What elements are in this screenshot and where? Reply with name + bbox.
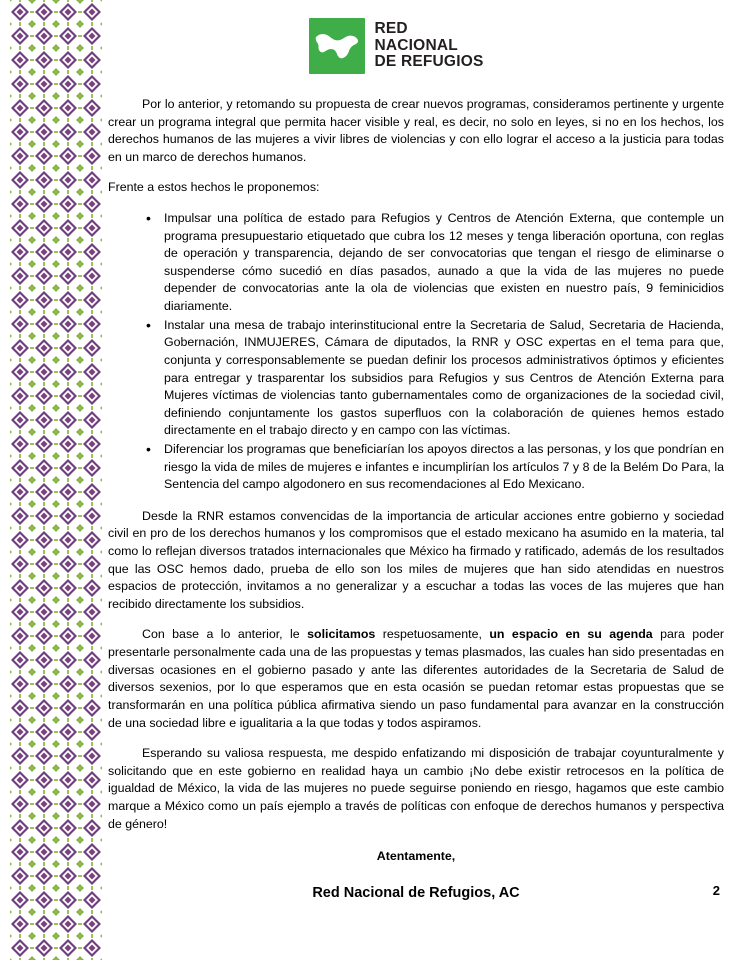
proposals-list bbox=[108, 210, 724, 494]
p4-part-a: Con base a lo anterior, le bbox=[142, 627, 308, 642]
logo-line-1: RED bbox=[374, 20, 408, 38]
signature-organization: Red Nacional de Refugios, AC bbox=[312, 885, 520, 902]
list-item: • Instalar una mesa de trabajo interinstitucional entre la Secretaria de Salud, Secretaria de Hacienda, Gobernación, INMUJERES, Cámara de diputados, la RNR y OSC expertas en el tema para que, conjunta y corresponsablemente se puedan definir los procesos administrativos óptimos y eficientes para entregar y trasparentar los subsidios para Refugios y sus Centros de Atención Externa para Mujeres víctimas de violencias tanto gubernamentales como de organizaciones de la sociedad civil, definiendo conjuntamente los gastos superfluos con la colaboración de quienes hemos estado directamente en el trabajo directo y en campo con las víctimas. bbox=[164, 317, 724, 440]
decorative-border-pattern bbox=[8, 0, 104, 960]
closing-block bbox=[108, 849, 724, 901]
page-number: 2 bbox=[712, 883, 720, 898]
p4-emphasis-espacio: un espacio en su agenda bbox=[489, 627, 653, 642]
mexico-map-icon bbox=[309, 18, 365, 74]
paragraph-1: Por lo anterior, y retomando su propuesta de crear nuevos programas, consideramos pertinente y urgente crear un programa integral que permita hacer visible y real, es decir, no solo en leyes, si no en los hechos, los derechos humanos de las mujeres a vivir libres de violencias y con ello lograr el acceso a la justicia para todas en un marco de derechos humanos. bbox=[108, 97, 724, 164]
paragraph-3: Desde la RNR estamos convencidas de la importancia de articular acciones entre gobierno y sociedad civil en pro de los derechos humanos y los compromisos que el estado mexicano ha asumido en la materia, tal como lo reflejan diversos tratados internacionales que México ha firmado y ratificado, además de los resultados que las OSC hemos dado, prueba de ello son los miles de mujeres que han sido atendidas en nuestros espacios de protección, invitamos a no generalizar y a escuchar a todas las voces de las mujeres que han recibido directamente los subsidios. bbox=[108, 508, 724, 611]
p4-part-c: respetuosamente, bbox=[375, 627, 490, 642]
closing-label: Atentamente, bbox=[376, 849, 456, 864]
paragraph-5: Esperando su valiosa respuesta, me despido enfatizando mi disposición de trabajar coyunturalmente y solicitando que en este gobierno en realidad haya un cambio ¡No debe existir retrocesos en la política de igualdad de México, la vida de las mujeres no puede seguirse poniendo en riesgo, hagamos que este cambio marque a México como un país ejemplo a través de políticas con enfoque de derechos humanos y perspectiva de género! bbox=[108, 746, 724, 831]
list-item: • Diferenciar los programas que beneficiarían los apoyos directos a las personas, y los que pondrían en riesgo la vida de miles de mujeres e infantes e incumplirían los artículos 7 y 8 de la Belém Do Para, la Sentencia del campo algodonero en sus recomendaciones al Edo Mexicano. bbox=[164, 441, 724, 494]
paragraph-2-intro: Frente a estos hechos le proponemos: bbox=[108, 180, 320, 195]
logo-line-2: NACIONAL bbox=[374, 36, 458, 54]
logo-line-3: DE REFUGIOS bbox=[374, 53, 484, 71]
list-item: • Impulsar una política de estado para Refugios y Centros de Atención Externa, que contemple un programa presupuestario etiquetado que cubra los 12 meses y tenga liberación oportuna, con reglas de operación y transparencia, dejando de ser convocatorias que tengan el riesgo de eliminarse o suspenderse cómo sucedió en días pasados, aunado a que la vida de las mujeres no puede depender de convocatorias ante la ola de violencias que existen en nuestro país, 9 feminicidios diariamente. bbox=[164, 210, 724, 316]
p4-emphasis-solicitamos: solicitamos bbox=[307, 627, 376, 642]
organization-logo bbox=[108, 18, 724, 74]
document-page bbox=[108, 0, 742, 960]
paragraph-4 bbox=[108, 626, 724, 732]
p4-part-e: para poder presentarle personalmente cada una de las propuestas y temas plasmados, las cuales han sido presentadas en diversas ocasiones en el gobierno pasado y ante las diferentes autoridades de la Secretaria de Salud de diversos sexenios, por lo que esperamos que en esta ocasión se puedan retomar estas propuestas que se transformarán en una política pública afirmativa siendo un paso fundamental para avanzar en la construcción de una sociedad libre e igualitaria a la que todas y todos aspiramos. bbox=[108, 627, 724, 730]
logo-wordmark bbox=[375, 21, 484, 70]
